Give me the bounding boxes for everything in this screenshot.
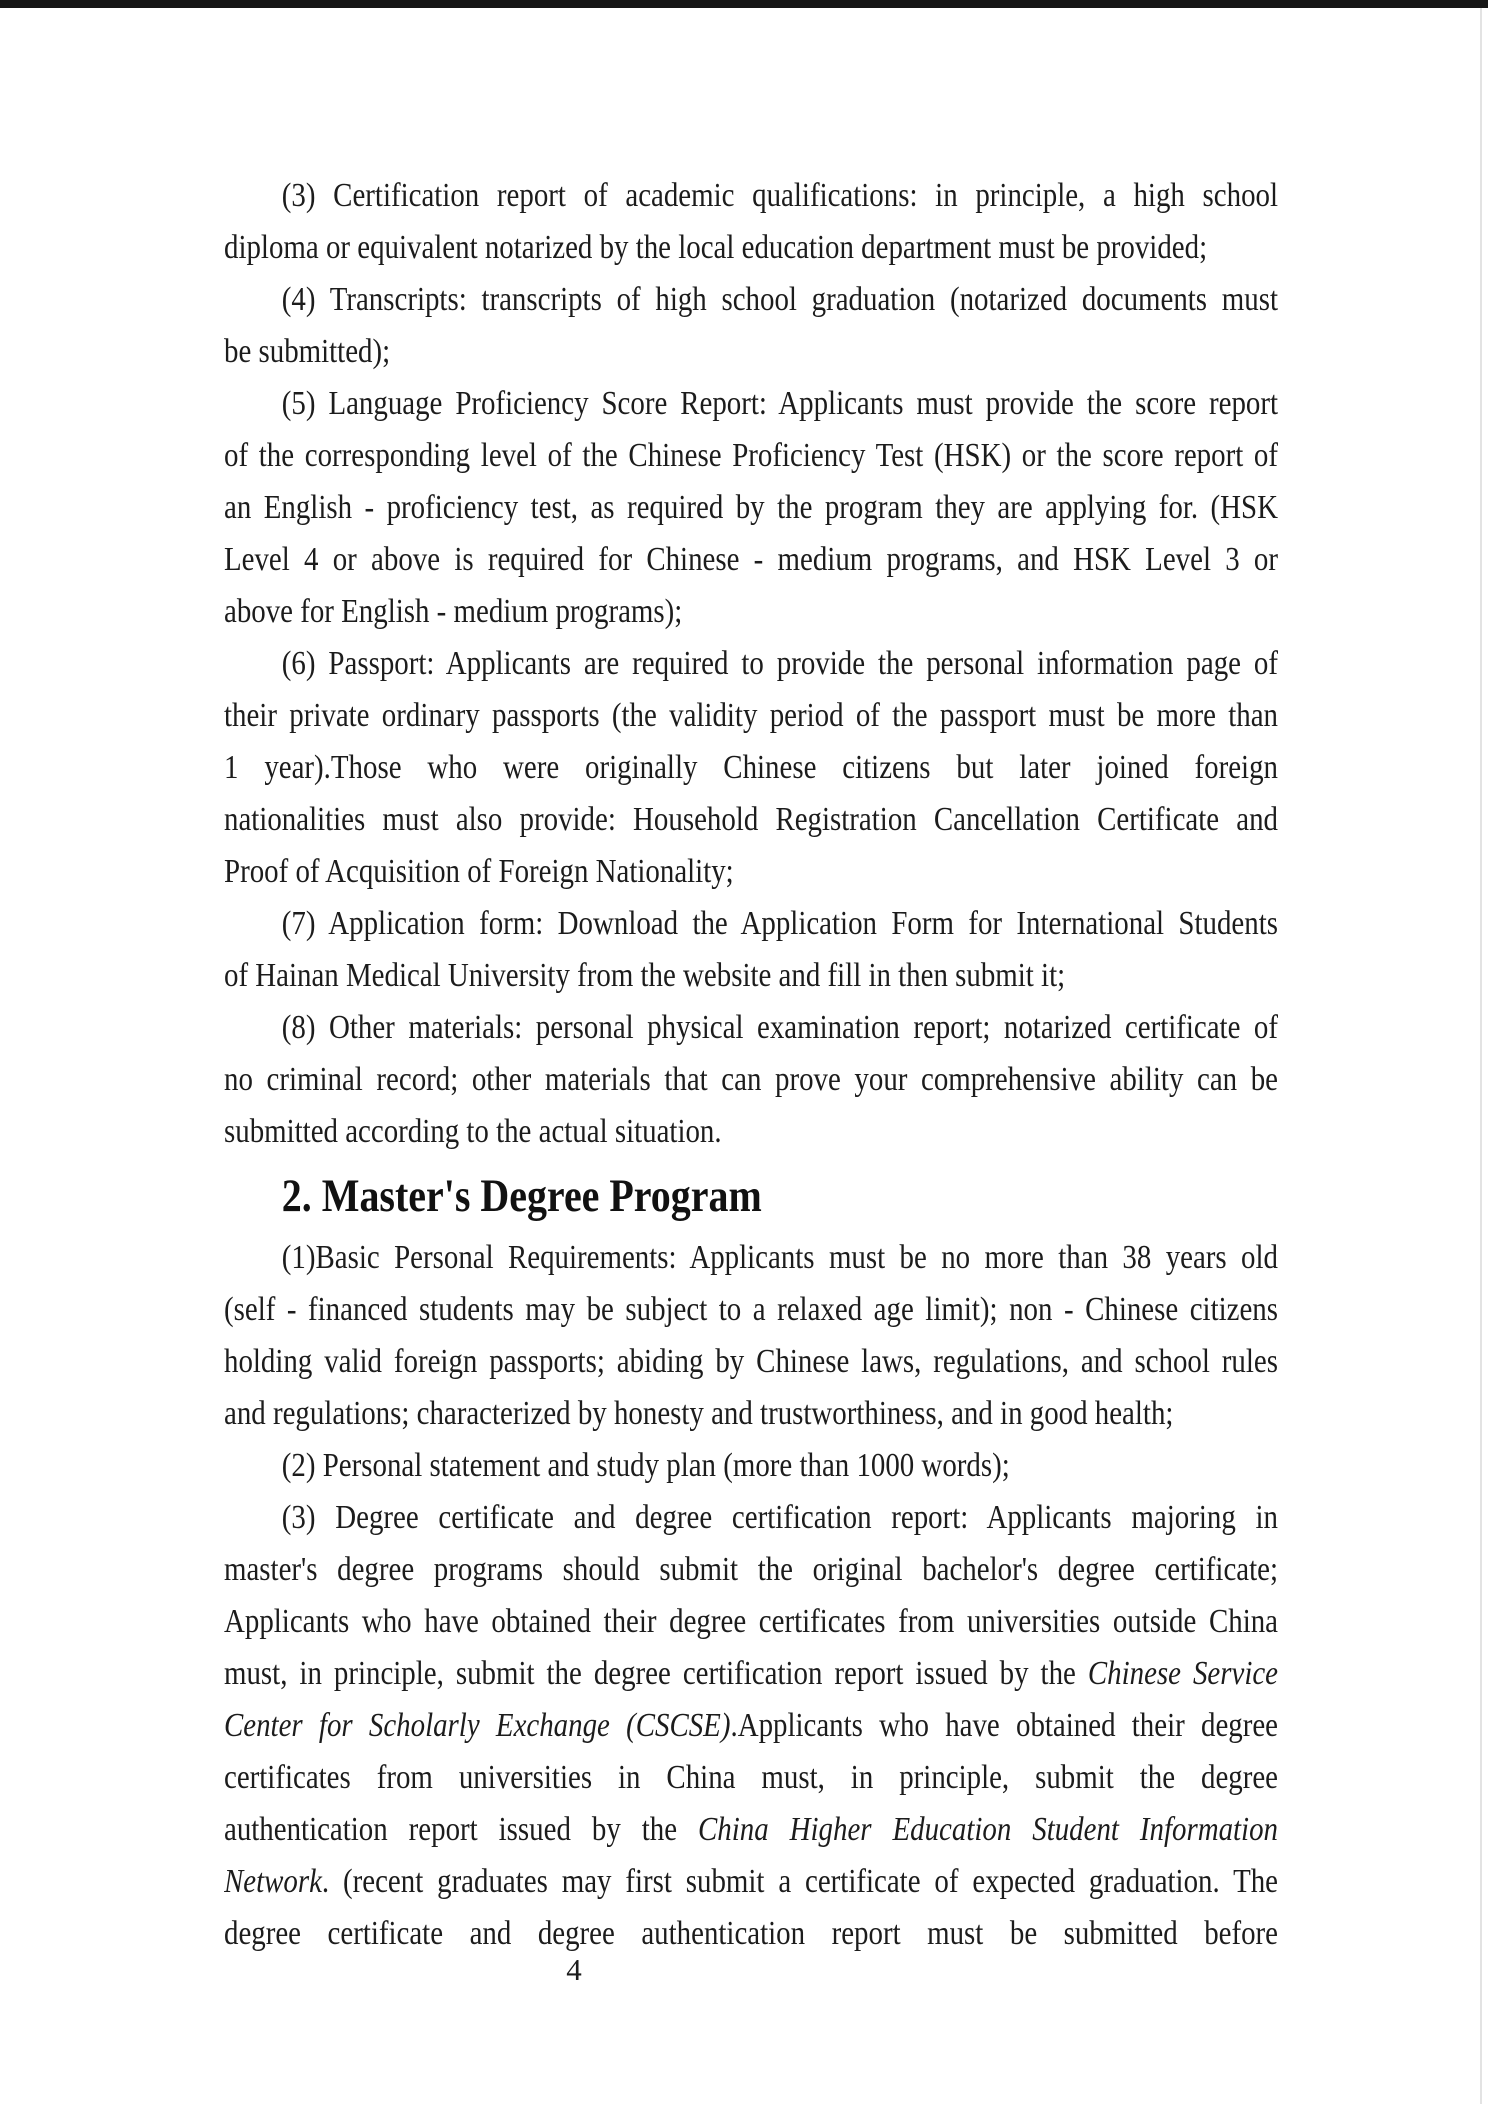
italic-text: Network [224,1863,322,1900]
body-text: nationalities must also provide: Household Registration Cancellation Certificate and [224,801,1278,838]
body-text: diploma or equivalent notarized by the local education department must be provided; [224,229,1208,266]
section-heading: 2. Master's Degree Program [281,1170,762,1222]
italic-text: Center for Scholarly Exchange (CSCSE) [224,1707,731,1744]
body-text: Level 4 or above is required for Chinese - medium programs, and HSK Level 3 or [224,541,1278,578]
body-text: (1)Basic Personal Requirements: Applicants must be no more than 38 years old [281,1239,1278,1276]
text-line [224,638,1278,690]
text-line [224,1284,1278,1336]
text-line [224,170,1278,222]
body-text: an English - proficiency test, as required by the program they are applying for. (HSK [224,489,1278,526]
text-line [224,1492,1278,1544]
body-text: (3) Certification report of academic qualifications: in principle, a high school [281,177,1278,214]
scan-edge-artifact [1480,8,1482,2104]
body-text: (5) Language Proficiency Score Report: Applicants must provide the score report [281,385,1278,422]
text-line [224,430,1278,482]
text-line [224,1336,1278,1388]
italic-text: Chinese Service [1087,1655,1278,1692]
body-text: authentication report issued by the [224,1811,699,1848]
document-body [224,170,1278,1960]
text-line [224,378,1278,430]
text-line [224,274,1278,326]
text-line [224,1544,1278,1596]
italic-text: China Higher Education Student Information [698,1811,1278,1848]
text-line [224,794,1278,846]
body-text: no criminal record; other materials that can prove your comprehensive ability can be [224,1061,1278,1098]
text-line [224,950,1278,1002]
body-text: degree certificate and degree authentication report must be submitted before [224,1915,1278,1952]
body-text: Proof of Acquisition of Foreign Nationality; [224,853,734,890]
text-line [224,482,1278,534]
text-line [224,1106,1278,1158]
body-text: and regulations; characterized by honesty and trustworthiness, and in good health; [224,1395,1174,1432]
body-text: (6) Passport: Applicants are required to provide the personal information page of [281,645,1278,682]
page-top-border [0,0,1488,8]
text-line [224,1002,1278,1054]
text-line [224,1648,1278,1700]
text-line [224,586,1278,638]
body-text: their private ordinary passports (the validity period of the passport must be more than [224,697,1278,734]
body-text: master's degree programs should submit the original bachelor's degree certificate; [224,1551,1278,1588]
text-line [224,1700,1278,1752]
body-text: (3) Degree certificate and degree certification report: Applicants majoring in [281,1499,1278,1536]
text-line [224,1596,1278,1648]
text-line [224,1054,1278,1106]
text-line [224,846,1278,898]
text-line [224,898,1278,950]
text-line [224,742,1278,794]
text-line [224,690,1278,742]
body-text: . (recent graduates may first submit a certificate of expected graduation. The [321,1863,1278,1900]
body-text: must, in principle, submit the degree certification report issued by the [224,1655,1088,1692]
page-number: 4 [566,1952,582,1987]
body-text: be submitted); [224,333,391,370]
body-text: (4) Transcripts: transcripts of high school graduation (notarized documents must [281,281,1278,318]
text-line [224,1908,1278,1960]
body-text: holding valid foreign passports; abiding by Chinese laws, regulations, and school rules [224,1343,1278,1380]
body-text: of Hainan Medical University from the website and fill in then submit it; [224,957,1066,994]
text-line [224,1804,1278,1856]
text-line [224,534,1278,586]
body-text: (2) Personal statement and study plan (more than 1000 words); [281,1447,1010,1484]
text-line [224,1440,1278,1492]
body-text: of the corresponding level of the Chinese Proficiency Test (HSK) or the score report of [224,437,1278,474]
body-text: (8) Other materials: personal physical examination report; notarized certificate of [281,1009,1278,1046]
body-text: 1 year).Those who were originally Chinese citizens but later joined foreign [224,749,1278,786]
text-line [224,222,1278,274]
body-text: (7) Application form: Download the Application Form for International Students [281,905,1278,942]
text-line [224,1752,1278,1804]
body-text: .Applicants who have obtained their degree [730,1707,1278,1744]
body-text: (self - financed students may be subject to a relaxed age limit); non - Chinese citizens [224,1291,1278,1328]
body-text: Applicants who have obtained their degree certificates from universities outside China [224,1603,1278,1640]
text-line [224,1232,1278,1284]
body-text: submitted according to the actual situation. [224,1113,722,1150]
text-line [224,1388,1278,1440]
body-text: certificates from universities in China must, in principle, submit the degree [224,1759,1278,1796]
text-line [224,326,1278,378]
text-line [224,1856,1278,1908]
body-text: above for English - medium programs); [224,593,683,630]
